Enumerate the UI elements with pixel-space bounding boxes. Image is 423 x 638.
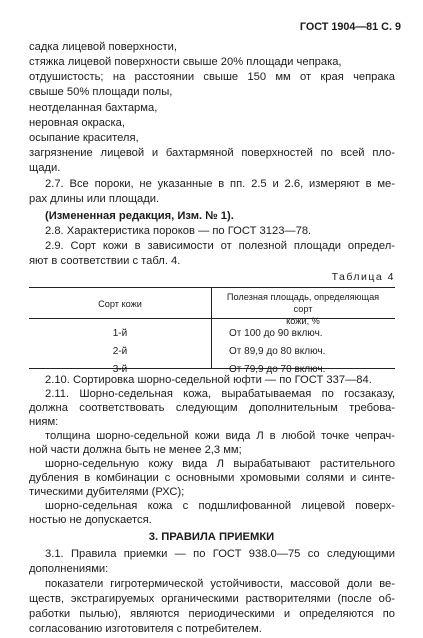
text-line: 2.10. Сортировка шорно-седельной юфти — по ГОСТ 337—84. — [45, 374, 372, 386]
text-line: ниям: — [29, 416, 59, 428]
col-header-area-line: Полезная площадь, определяющая сорт — [226, 292, 380, 314]
text-line: 2.8. Характеристика пороков — по ГОСТ 3123—78. — [45, 225, 312, 237]
col-header-area — [217, 291, 389, 327]
text-line: дубления в комбинации с основными хромовыми солями и синте- — [29, 472, 395, 484]
text-line: ной части должна быть не менее 2,3 мм; — [29, 444, 242, 456]
table-cell-range: От 79,9 до 70 включ. — [229, 364, 326, 375]
text-line: неровная окраска, — [29, 117, 125, 129]
text-line: свыше 50% площади полы, — [29, 86, 173, 98]
text-line: яют в соответствии с табл. 4. — [29, 255, 181, 267]
text-line: садка лицевой поверхности, — [29, 41, 177, 53]
text-line: дополнениями: — [29, 563, 109, 575]
table-4 — [29, 287, 395, 375]
table-cell-grade: 3-й — [112, 364, 128, 375]
table-cell-range: От 89,9 до 80 включ. — [229, 346, 326, 357]
text-line: ществ, экстрагируемых органическими растворителями (после об- — [29, 593, 395, 605]
text-line: должна соответствовать следующим дополнительным требова- — [29, 402, 395, 414]
text-line: отдушистость; на расстоянии свыше 150 мм от края чепрака — [29, 71, 395, 83]
table-cell-grade: 1-й — [112, 328, 128, 339]
table-divider — [211, 288, 212, 368]
page-header: ГОСТ 1904—81 С. 9 — [299, 21, 401, 33]
text-line: шорно-седельная кожа с подшлифованной лицевой поверх- — [45, 500, 395, 512]
text-line: 3.1. Правила приемки — по ГОСТ 938.0—75 со следующими — [45, 548, 395, 560]
text-line: тическими дубителями (РХС); — [29, 486, 185, 498]
text-line: шорно-седельную кожу вида Л вырабатывают растительного — [45, 458, 395, 470]
text-line: 2.9. Сорт кожи в зависимости от полезной площади определ- — [45, 240, 395, 252]
text-line: неотделанная бахтарма, — [29, 102, 158, 114]
table-cell-grade: 2-й — [112, 346, 128, 357]
edit-note: (Измененная редакция, Изм. № 1). — [45, 210, 234, 222]
table-cell-range: От 100 до 90 включ. — [229, 328, 323, 339]
text-line: показатели гигротермической устойчивости, массовой доли ве- — [45, 578, 395, 590]
text-line: согласованию изготовителя с потребителем. — [29, 623, 262, 635]
text-line: осыпание красителя, — [29, 132, 139, 144]
col-header-area-line: кожи, % — [286, 316, 320, 326]
text-line: ностью не допускается. — [29, 514, 152, 526]
table-title: Таблица 4 — [331, 271, 395, 283]
text-line: стяжка лицевой поверхности свыше 20% площади чепрака, — [29, 56, 342, 68]
text-line: щади. — [29, 162, 61, 174]
col-header-grade: Сорт кожи — [98, 299, 142, 309]
text-line: загрязнение лицевой и бахтармяной поверхностей по всей пло- — [29, 147, 395, 159]
text-line: рах длины или площади. — [29, 193, 160, 205]
section-title: 3. ПРАВИЛА ПРИЕМКИ — [148, 531, 275, 543]
text-line: 2.11. Шорно-седельная кожа, вырабатываемая по госзаказу, — [45, 388, 395, 400]
text-line: работки пылью), являются периодическими и определяются по — [29, 608, 395, 620]
text-line: толщина шорно-седельной кожи вида Л в любой точке чепрач- — [45, 430, 395, 442]
text-line: 2.7. Все пороки, не указанные в пп. 2.5 и 2.6, измеряют в ме- — [45, 178, 395, 190]
